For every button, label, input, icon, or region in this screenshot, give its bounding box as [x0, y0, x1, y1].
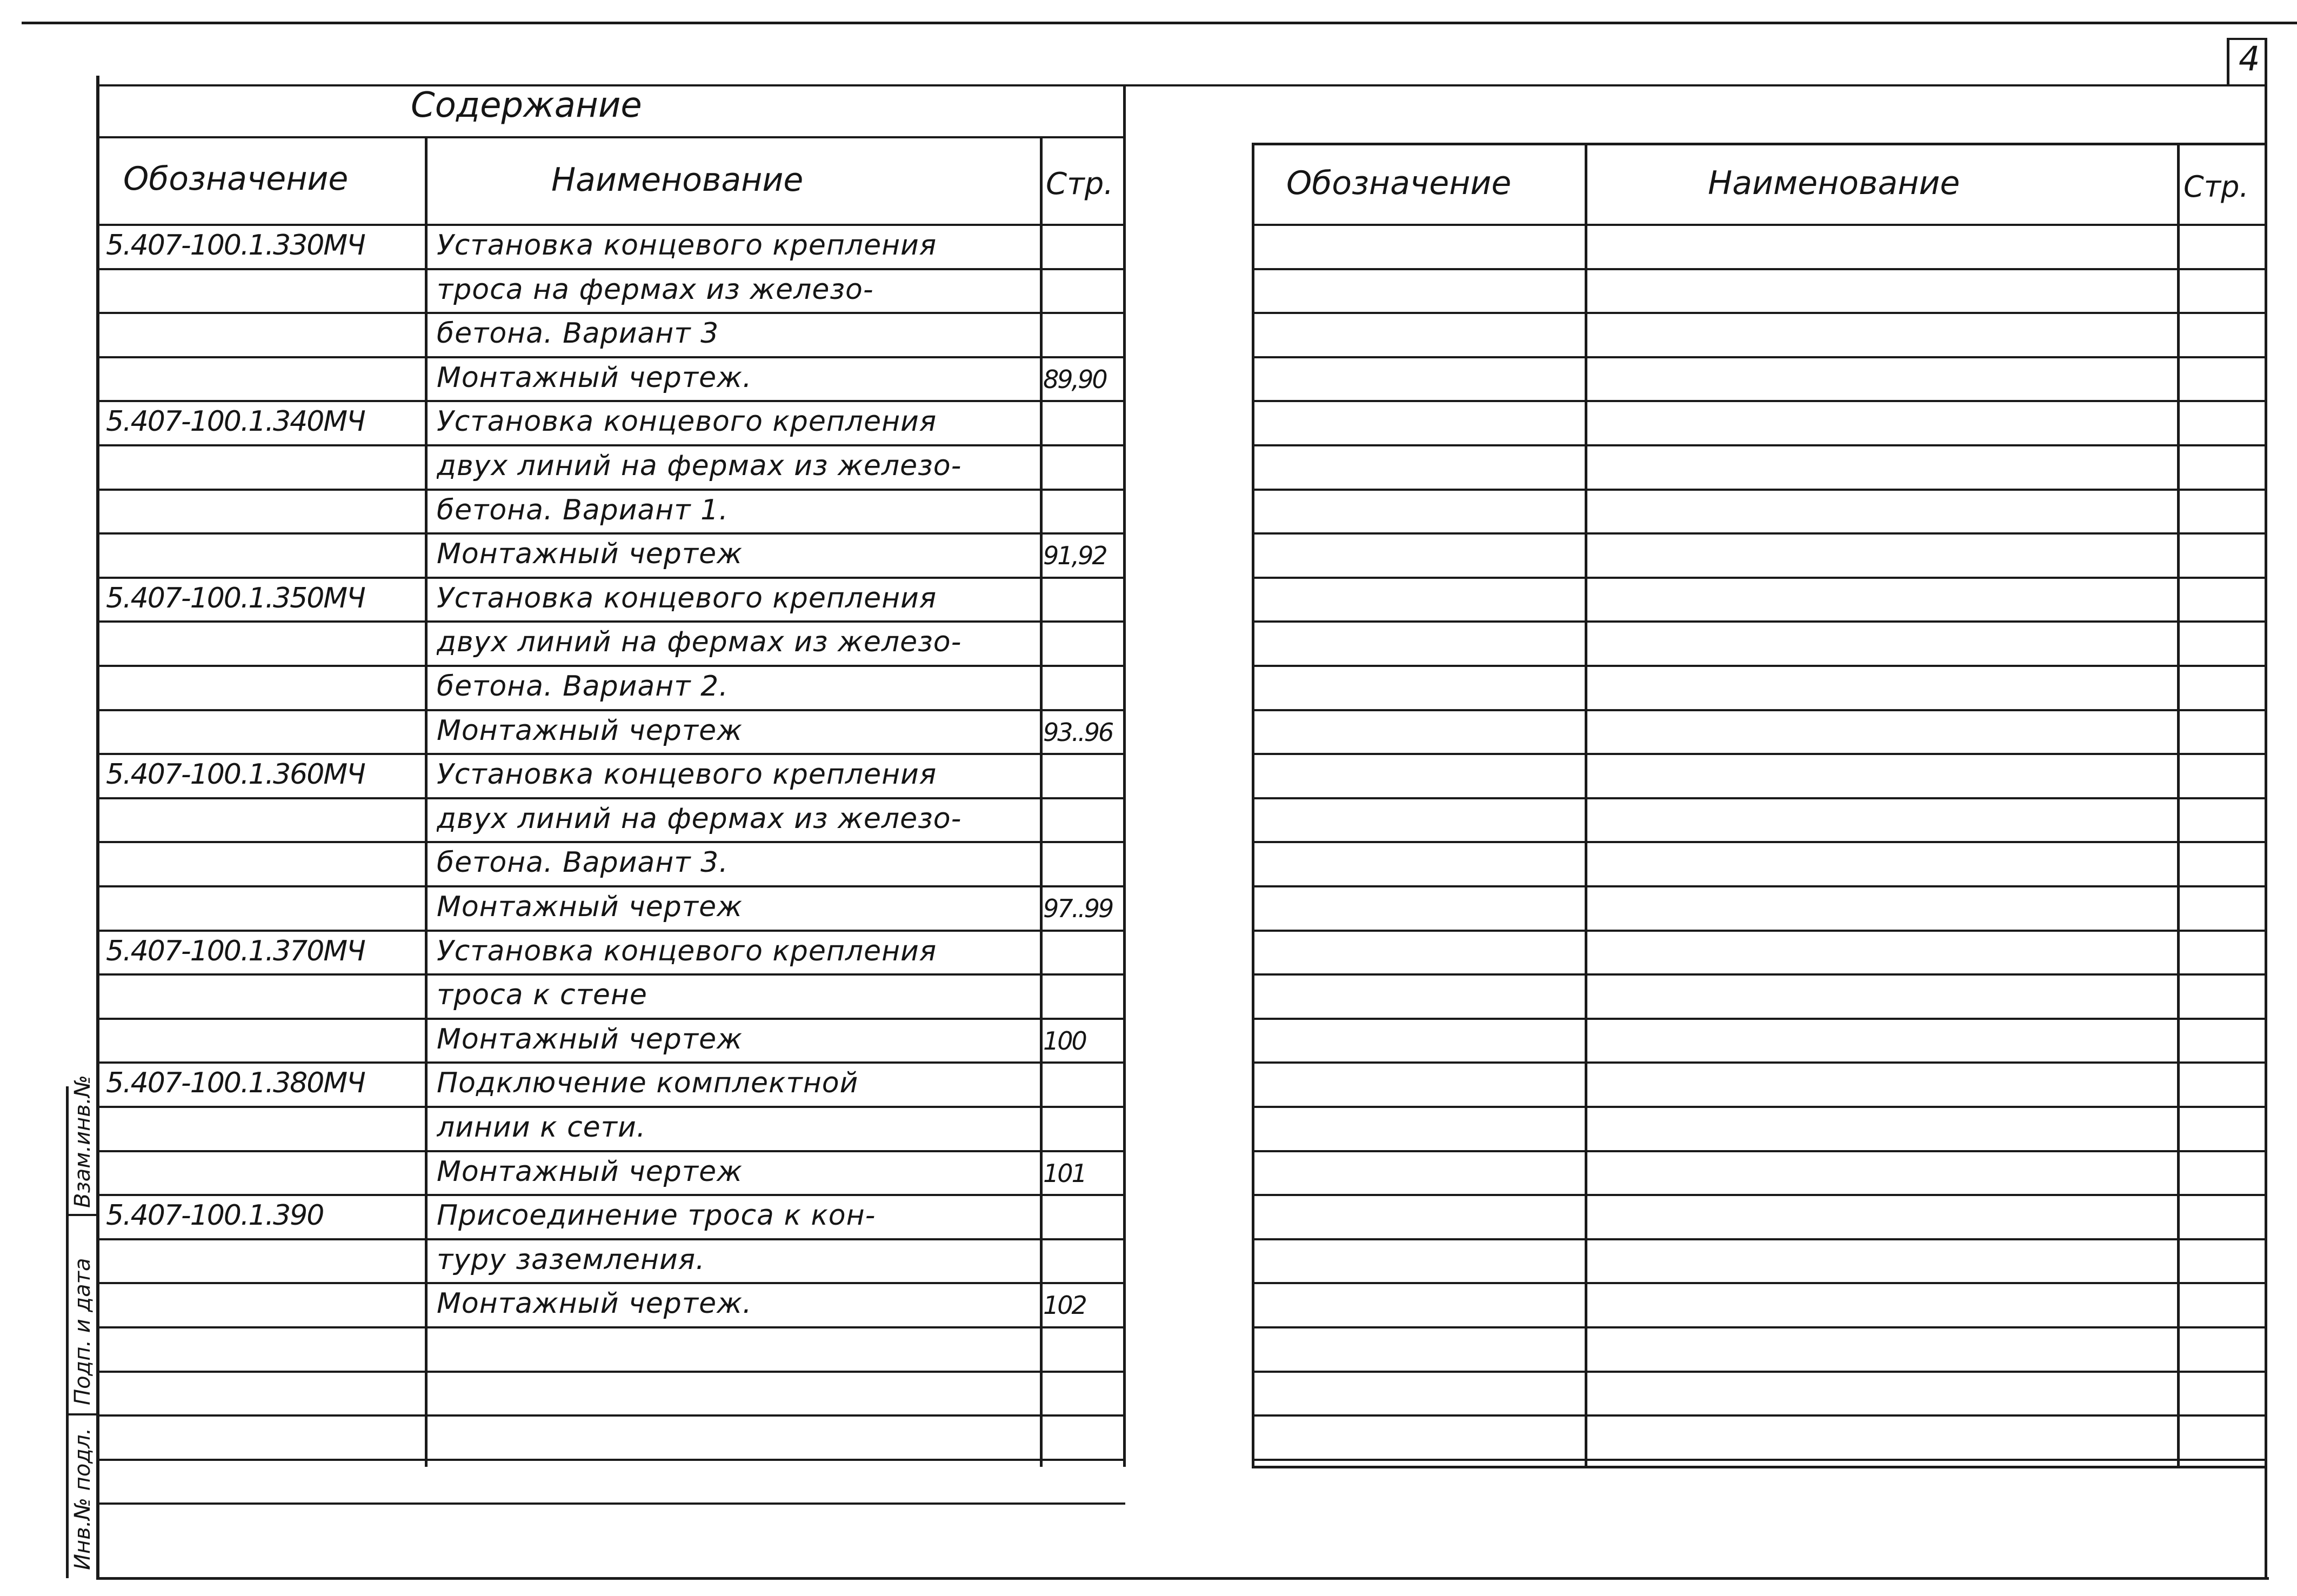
- row-page: 100: [1043, 1026, 1086, 1056]
- row-name: туру заземления.: [437, 1244, 705, 1276]
- sheet-number: 4: [2239, 39, 2260, 78]
- stamp-replaces-inv: Взам.инв.№: [70, 1074, 95, 1208]
- right-row-line: [1252, 665, 2265, 667]
- right-row-line: [1252, 1459, 2265, 1461]
- left-row-line: [97, 1502, 1125, 1505]
- right-row-line: [1252, 1194, 2265, 1196]
- left-col-sep-3: [1123, 86, 1126, 1467]
- row-page: 89,90: [1043, 365, 1106, 394]
- left-row-line: [97, 665, 1125, 667]
- left-row-line: [97, 577, 1125, 579]
- left-row-line: [97, 1326, 1125, 1328]
- row-code: 5.407-100.1.390: [106, 1199, 324, 1232]
- left-row-line: [97, 709, 1125, 711]
- left-row-line: [97, 444, 1125, 446]
- right-row-line: [1252, 1238, 2265, 1240]
- left-row-line: [97, 489, 1125, 491]
- right-table-bottom: [1252, 1466, 2265, 1468]
- sheet-number-box-left: [2227, 38, 2229, 86]
- stamp-sep-2: [66, 1413, 98, 1415]
- row-page: 91,92: [1043, 541, 1106, 570]
- row-name: бетона. Вариант 2.: [437, 670, 729, 703]
- right-row-line: [1252, 1326, 2265, 1328]
- left-row-line: [97, 356, 1125, 358]
- contents-title: Содержание: [411, 85, 642, 125]
- row-name: бетона. Вариант 3: [437, 317, 719, 350]
- header-top-line: [97, 136, 1125, 138]
- left-row-line: [97, 1106, 1125, 1108]
- row-page: 93..96: [1043, 718, 1113, 747]
- left-col-sep-1: [425, 136, 428, 1467]
- left-row-line: [97, 841, 1125, 843]
- stamp-outer-left: [66, 1086, 69, 1578]
- row-name: Установка концевого крепления: [437, 405, 937, 438]
- row-name: Подключение комплектной: [437, 1067, 859, 1099]
- row-name: троса на фермах из железо-: [437, 273, 874, 306]
- left-row-line: [97, 1018, 1125, 1020]
- right-row-line: [1252, 841, 2265, 843]
- sheet-number-box-bottom: [2227, 84, 2267, 86]
- right-row-line: [1252, 709, 2265, 711]
- right-row-line: [1252, 356, 2265, 358]
- left-row-line: [97, 224, 1125, 226]
- row-code: 5.407-100.1.350МЧ: [106, 582, 365, 615]
- row-code: 5.407-100.1.370МЧ: [106, 935, 365, 967]
- right-row-line: [1252, 268, 2265, 270]
- row-page: 97..99: [1043, 894, 1113, 923]
- right-row-line: [1252, 1106, 2265, 1108]
- row-name: Установка концевого крепления: [437, 935, 937, 967]
- row-name: Монтажный чертеж: [437, 538, 743, 570]
- right-row-line: [1252, 930, 2265, 932]
- right-row-line: [1252, 577, 2265, 579]
- left-row-line: [97, 312, 1125, 314]
- left-row-line: [97, 268, 1125, 270]
- row-name: двух линий на фермах из железо-: [437, 450, 962, 482]
- row-name: троса к стене: [437, 979, 647, 1011]
- row-name: Монтажный чертеж: [437, 891, 743, 923]
- right-table-left: [1252, 143, 1254, 1468]
- row-name: Установка концевого крепления: [437, 758, 937, 791]
- right-row-line: [1252, 532, 2265, 535]
- right-row-line: [1252, 312, 2265, 314]
- frame-top-line: [22, 22, 2297, 24]
- left-header-page: Стр.: [1046, 166, 1114, 202]
- left-header-name: Наименование: [551, 161, 804, 199]
- right-row-line: [1252, 224, 2265, 226]
- frame-bottom-line: [96, 1577, 2269, 1580]
- left-row-line: [97, 797, 1125, 799]
- left-row-line: [97, 973, 1125, 976]
- row-code: 5.407-100.1.340МЧ: [106, 405, 365, 438]
- left-row-line: [97, 1238, 1125, 1240]
- row-name: Монтажный чертеж: [437, 714, 743, 747]
- left-row-line: [97, 620, 1125, 623]
- right-row-line: [1252, 1061, 2265, 1064]
- stamp-signature-date: Подп. и дата: [70, 1258, 95, 1405]
- left-row-line: [97, 1371, 1125, 1373]
- right-row-line: [1252, 973, 2265, 976]
- right-row-line: [1252, 1371, 2265, 1373]
- right-col-sep-1: [1585, 143, 1587, 1468]
- stamp-sep-1: [66, 1214, 98, 1216]
- right-row-line: [1252, 489, 2265, 491]
- right-table-top: [1252, 143, 2265, 145]
- right-header-page: Стр.: [2184, 170, 2249, 204]
- row-name: линии к сети.: [437, 1111, 646, 1144]
- row-name: Монтажный чертеж: [437, 1023, 743, 1056]
- row-name: Присоединение троса к кон-: [437, 1199, 876, 1232]
- right-row-line: [1252, 1150, 2265, 1152]
- left-row-line: [97, 1459, 1125, 1461]
- row-code: 5.407-100.1.330МЧ: [106, 229, 365, 262]
- row-code: 5.407-100.1.360МЧ: [106, 758, 365, 791]
- row-name: бетона. Вариант 1.: [437, 494, 729, 526]
- row-name: бетона. Вариант 3.: [437, 846, 729, 879]
- row-name: Монтажный чертеж: [437, 1156, 743, 1188]
- right-row-line: [1252, 1414, 2265, 1417]
- row-name: двух линий на фермах из железо-: [437, 626, 962, 658]
- row-name: Монтажный чертеж.: [437, 1287, 752, 1320]
- left-col-sep-2: [1040, 136, 1043, 1467]
- left-row-line: [97, 532, 1125, 535]
- row-name: Установка концевого крепления: [437, 229, 937, 262]
- right-col-sep-2: [2177, 143, 2180, 1468]
- right-row-line: [1252, 753, 2265, 755]
- right-row-line: [1252, 797, 2265, 799]
- right-row-line: [1252, 885, 2265, 887]
- right-row-line: [1252, 1282, 2265, 1284]
- right-header-code: Обозначение: [1286, 164, 1512, 202]
- left-header-code: Обозначение: [123, 160, 349, 198]
- left-row-line: [97, 753, 1125, 755]
- row-name: двух линий на фермах из железо-: [437, 803, 962, 835]
- left-row-line: [97, 1194, 1125, 1196]
- frame-left-line: [96, 76, 99, 1578]
- left-row-line: [97, 885, 1125, 887]
- left-row-line: [97, 930, 1125, 932]
- left-row-line: [97, 1150, 1125, 1152]
- row-name: Установка концевого крепления: [437, 582, 937, 615]
- left-row-line: [97, 400, 1125, 402]
- left-row-line: [97, 1414, 1125, 1417]
- stamp-inv-no: Инв.№ подл.: [70, 1427, 95, 1570]
- right-row-line: [1252, 1018, 2265, 1020]
- row-page: 101: [1043, 1159, 1086, 1188]
- left-row-line: [97, 1061, 1125, 1064]
- right-row-line: [1252, 400, 2265, 402]
- row-code: 5.407-100.1.380МЧ: [106, 1067, 365, 1099]
- right-row-line: [1252, 444, 2265, 446]
- row-name: Монтажный чертеж.: [437, 362, 752, 394]
- left-row-line: [97, 1282, 1125, 1284]
- right-row-line: [1252, 620, 2265, 623]
- row-page: 102: [1043, 1291, 1086, 1320]
- right-header-name: Наименование: [1708, 164, 1960, 202]
